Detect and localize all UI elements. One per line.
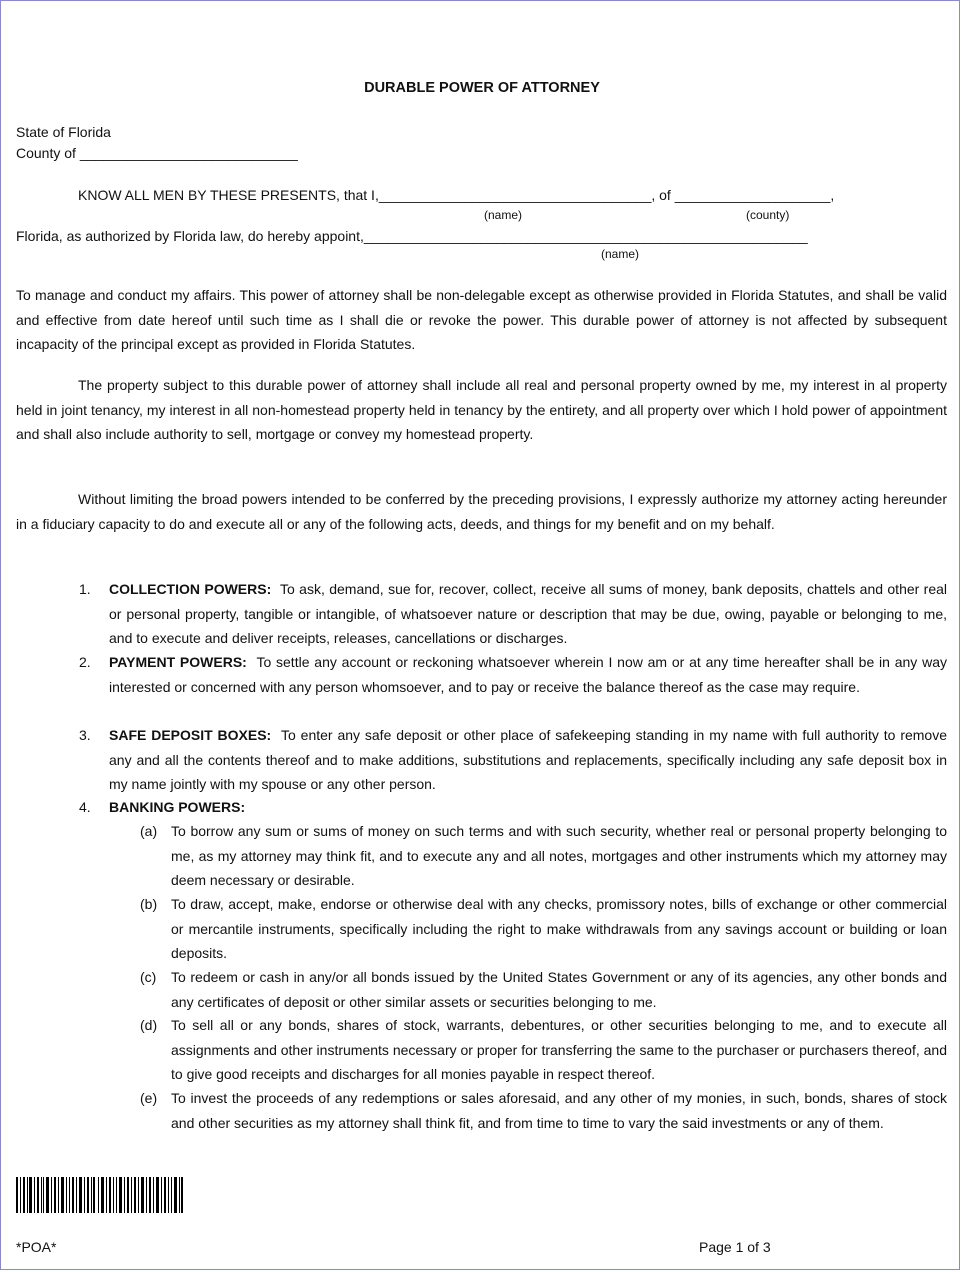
subitem-label: (b) [140, 896, 158, 912]
item-heading: BANKING POWERS: [109, 799, 246, 815]
county-caption: (county) [746, 208, 790, 222]
paragraph-property: The property subject to this durable power of attorney shall include all real and personal property owned by me, my interest in al property held in joint tenancy, my interest in all non-homestead property held in tenancy by the entirety, and all property over which I hold power of appointment and shall also include authority to sell, mortgage or convey my homestead property. [16, 377, 947, 442]
subitem-d: To sell all or any bonds, shares of stock, warrants, debentures, or other securities belonging to me, and to execute all assignments and other instruments necessary or proper for transferring the same to the purchaser or purchasers thereof, and to give good receipts and discharges for all monies payable in respect thereof. [171, 1017, 947, 1082]
know-all-men-line: KNOW ALL MEN BY THESE PRESENTS, that I,___________________________________, of ____________________, [78, 187, 835, 203]
appoint-line: Florida, as authorized by Florida law, do hereby appoint,_________________________________________________________ [16, 228, 808, 244]
list-item-collection-powers [109, 577, 947, 651]
item-heading: SAFE DEPOSIT BOXES: [109, 727, 272, 743]
item-text: To enter any safe deposit or other place of safekeeping standing in my name with full authority to remove any and all the contents thereof and to make additions, substitutions and replacements, specifically including any safe deposit box in my name jointly with my spouse or any other person. [109, 727, 948, 792]
subitem-label: (a) [140, 823, 158, 839]
barcode-image [16, 1177, 184, 1213]
name-caption-2: (name) [601, 247, 640, 261]
paragraph-without-limiting: Without limiting the broad powers intended to be conferred by the preceding provisions, I expressly authorize my attorney acting hereunder in a fiduciary capacity to do and execute all or any of the following acts, deeds, and things for my benefit and on my behalf. [16, 491, 947, 532]
subitem-label: (c) [140, 969, 157, 985]
subitem-label: (e) [140, 1090, 158, 1106]
subitem-label: (d) [140, 1017, 158, 1033]
document-title: DURABLE POWER OF ATTORNEY [364, 80, 600, 96]
subitem-e: To invest the proceeds of any redemptions or sales aforesaid, and any other of my monies, in such, bonds, shares of stock and other securities as my attorney shall think fit, and from time to time to vary the said investments or any of them. [171, 1090, 947, 1131]
paragraph-manage: To manage and conduct my affairs. This power of attorney shall be non-delegable except as otherwise provided in Florida Statutes, and shall be valid and effective from date hereof until such time as I shall die or revoke the power. This durable power of attorney is not affected by subsequent incapacity of the principal except as provided in Florida Statutes. [16, 287, 947, 352]
item-number: 2. [79, 654, 91, 670]
item-number: 3. [79, 727, 91, 743]
item-number: 4. [79, 799, 91, 815]
item-text: To settle any account or reckoning whatsoever wherein I now am or at any time hereafter shall be in any way interested or concerned with any person whomsoever, and to pay or receive the balance thereof as the case may require. [109, 654, 948, 695]
form-code: *POA* [16, 1239, 57, 1255]
county-line: County of ____________________________ [16, 145, 298, 161]
list-item-banking-powers [109, 795, 947, 820]
name-caption-1: (name) [484, 208, 523, 222]
subitem-b: To draw, accept, make, endorse or otherwise deal with any checks, promissory notes, bills of exchange or other commercial or mercantile instruments, specifically including the right to make withdrawals from any savings account or building or loan deposits. [171, 896, 947, 961]
item-heading: COLLECTION POWERS: [109, 581, 272, 597]
item-heading: PAYMENT POWERS: [109, 654, 247, 670]
item-number: 1. [79, 581, 91, 597]
state-line: State of Florida [16, 124, 111, 140]
subitem-c: To redeem or cash in any/or all bonds issued by the United States Government or any of its agencies, any other bonds and any certificates of deposit or other similar assets or securities belonging to me. [171, 969, 947, 1010]
subitem-a: To borrow any sum or sums of money on such terms and with such security, whether real or personal property belonging to me, as my attorney may think fit, and to execute any and all notes, mortgages and other instruments which my attorney may deem necessary or desirable. [171, 823, 947, 888]
item-text: To ask, demand, sue for, recover, collect, receive all sums of money, bank deposits, chattels and other real or personal property, tangible or intangible, of whatsoever nature or description that may be due, owing, payable or belonging to me, and to execute and deliver receipts, releases, cancellations or discharges. [109, 581, 948, 646]
page-number: Page 1 of 3 [699, 1239, 771, 1255]
list-item-safe-deposit-boxes [109, 723, 947, 797]
list-item-payment-powers [109, 650, 947, 699]
